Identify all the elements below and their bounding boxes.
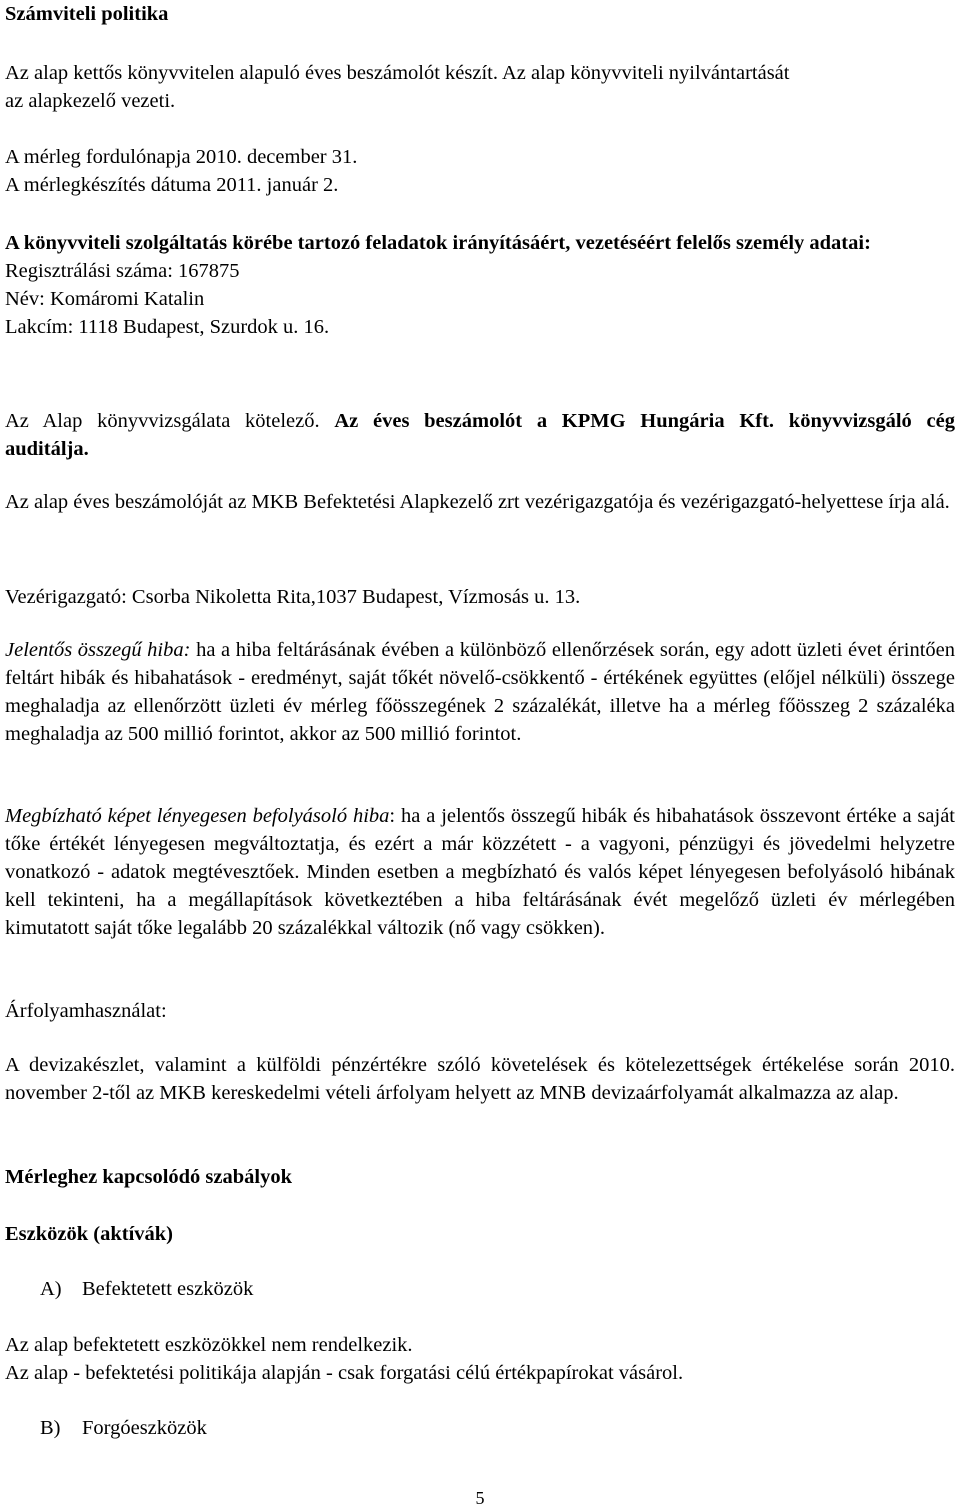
material-error-text: ha a hiba feltárásának évében a különböző ellenőrzések során, egy adott üzleti évet érintően feltárt hibák és hibahatások - eredményt, saját tőkét növelő-csökkentő - értékének együttes (előjel nélküli) összege meghaladja az ellenőrzött üzleti év mérleg főösszegének 2 százalékát, illetve ha a mérleg főösszeg 2 százaléka meghaladja az 500 millió forintot, akkor az 500 millió forintot.	[5, 639, 955, 745]
page-number: 5	[475, 1488, 485, 1508]
list-text-current-assets: Forgóeszközök	[82, 1417, 207, 1439]
fair-view-error-term: Megbízható képet lényegesen befolyásoló hiba	[5, 805, 390, 827]
list-item-current-assets	[40, 1414, 207, 1442]
fair-view-error-paragraph	[5, 802, 955, 942]
fixed-assets-line-1: Az alap befektetett eszközökkel nem rendelkezik.	[5, 1334, 413, 1356]
responsible-address: Lakcím: 1118 Budapest, Szurdok u. 16.	[5, 316, 330, 338]
responsible-heading: A könyvviteli szolgáltatás körébe tartozó feladatok irányításáért, vezetéséért felelős személy adatai:	[5, 232, 871, 254]
audit-paragraph	[5, 407, 955, 463]
list-label-b: B)	[40, 1417, 61, 1439]
audit-firm: Az éves beszámolót a KPMG Hungária Kft. könyvvizsgáló cég auditálja.	[5, 410, 955, 460]
intro-paragraph	[5, 59, 955, 115]
material-error-paragraph	[5, 636, 955, 748]
preparation-date: A mérlegkészítés dátuma 2011. január 2.	[5, 174, 339, 196]
dates-paragraph	[5, 143, 955, 199]
assets-heading: Eszközök (aktívák)	[5, 1223, 174, 1245]
section-heading: Számviteli politika	[5, 3, 169, 25]
list-text-fixed-assets: Befektetett eszközök	[82, 1278, 254, 1300]
responsible-person	[5, 229, 955, 341]
fx-heading: Árfolyamhasználat:	[5, 1000, 167, 1022]
intro-line-2: az alapkezelő vezeti.	[5, 90, 176, 112]
balance-date: A mérleg fordulónapja 2010. december 31.	[5, 146, 358, 168]
list-item-fixed-assets	[40, 1275, 253, 1303]
fixed-assets-paragraph	[5, 1331, 955, 1387]
registration-number: Regisztrálási száma: 167875	[5, 260, 240, 282]
intro-line-1: Az alap kettős könyvvitelen alapuló éves beszámolót készít. Az alap könyvviteli nyilvántartását	[5, 62, 790, 84]
responsible-name: Név: Komáromi Katalin	[5, 288, 205, 310]
audit-mandatory: Az Alap könyvvizsgálata kötelező.	[5, 410, 320, 432]
fair-view-error-text: : ha a jelentős összegű hibák és hibahatások összevont értéke a saját tőke értékét lényegesen megváltoztatja, és ezért a már közzétett - a vagyoni, pénzügyi és jövedelmi helyzetre vonatkozó - adatok megtévesztőek. Minden esetben a megbízható és valós képet lényegesen befolyásoló hibának kell tekinteni, ha a megállapítások következtében a hiba feltárásának évét megelőző üzleti év mérlegében kimutatott saját tőke legalább 20 százalékkal változik (nő vagy csökken).	[5, 805, 955, 939]
fixed-assets-line-2: Az alap - befektetési politikája alapján - csak forgatási célú értékpapírokat vásárol.	[5, 1362, 684, 1384]
material-error-term: Jelentős összegű hiba:	[5, 639, 191, 661]
list-label-a: A)	[40, 1278, 62, 1300]
balance-rules-heading: Mérleghez kapcsolódó szabályok	[5, 1166, 292, 1188]
fx-paragraph: A devizakészlet, valamint a külföldi pénzértékre szóló követelések és kötelezettségek értékelése során 2010. november 2-től az MKB kereskedelmi vételi árfolyam helyett az MNB devizaárfolyamát alkalmazza az alap.	[5, 1054, 955, 1104]
ceo-paragraph: Vezérigazgató: Csorba Nikoletta Rita,1037 Budapest, Vízmosás u. 13.	[5, 586, 581, 608]
signature-paragraph: Az alap éves beszámolóját az MKB Befektetési Alapkezelő zrt vezérigazgatója és vezérigazgató-helyettese írja alá.	[5, 491, 950, 513]
